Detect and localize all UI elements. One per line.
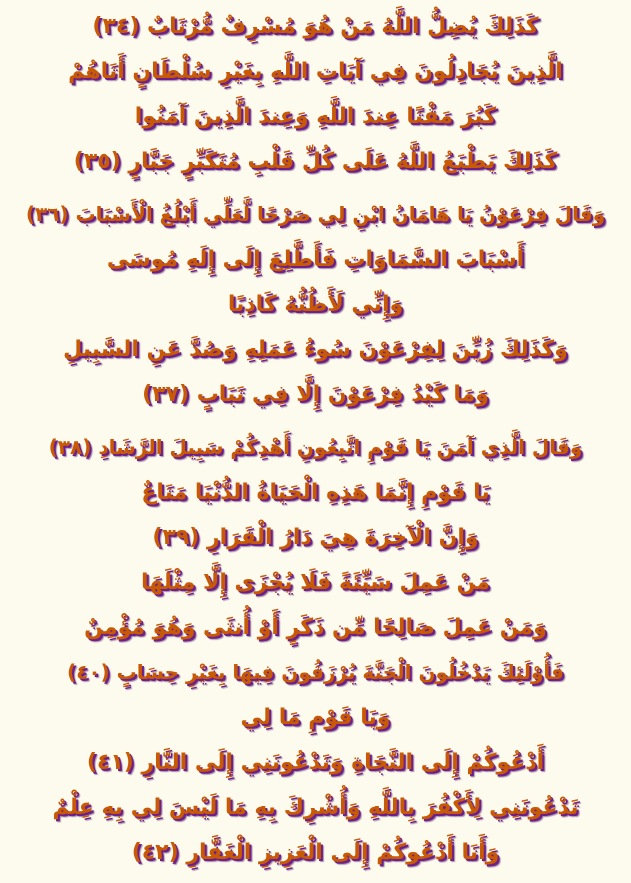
verse-line-5: وَقَالَ فِرْعَوْنُ يَا هَامَانُ ابْنِ لِي صَرْحًا لَّعَلِّي أَبْلُغُ الْأَسْبَابَ (٣٦) <box>25 202 606 226</box>
verse-line-16: وَيَا قَوْمِ مَا لِي <box>240 705 391 730</box>
verse-line-18: تَدْعُونَنِي لِأَكْفُرَ بِاللَّهِ وَأُشْرِكَ بِهِ مَا لَيْسَ لِي بِهِ عِلْمٌ <box>52 795 579 820</box>
verse-line-12: وَإِنَّ الْآخِرَةَ هِيَ دَارُ الْقَرَارِ (٣٩) <box>152 525 479 550</box>
verse-line-9: وَمَا كَيْدُ فِرْعَوْنَ إِلَّا فِي تَبَابٍ (٣٧) <box>142 382 489 407</box>
verse-line-17: أَدْعُوكُمْ إِلَى النَّجَاةِ وَتَدْعُونَنِي إِلَى النَّارِ (٤١) <box>86 750 545 775</box>
verse-line-19: وَأَنَا أَدْعُوكُمْ إِلَى الْعَزِيزِ الْغَفَّارِ (٤٢) <box>131 840 500 865</box>
verse-line-15: فَأُوْلَئِكَ يَدْخُلُونَ الْجَنَّةَ يُرْزَقُونَ فِيهَا بِغَيْرِ حِسَابٍ (٤٠) <box>66 660 565 684</box>
verse-line-10: وَقَالَ الَّذِي آمَنَ يَا قَوْمِ اتَّبِعُونِ أَهْدِكُمْ سَبِيلَ الرَّشَادِ (٣٨) <box>48 435 583 459</box>
verse-line-13: مَنْ عَمِلَ سَيِّئَةً فَلَا يُجْزَى إِلَّا مِثْلَهَا <box>140 570 491 595</box>
verse-line-11: يَا قَوْمِ إِنَّمَا هَذِهِ الْحَيَاةُ الدُّنْيَا مَتَاعٌ <box>141 480 490 505</box>
verse-line-1: كَذَلِكَ يُضِلُّ اللَّهُ مَنْ هُوَ مُسْرِفٌ مُّرْتَابٌ (٣٤) <box>92 14 539 39</box>
verse-line-4: كَذَلِكَ يَطْبَعُ اللَّهُ عَلَى كُلِّ قَلْبِ مُتَكَبِّرٍ جَبَّارٍ (٣٥) <box>73 149 558 174</box>
verse-line-14: وَمَنْ عَمِلَ صَالِحًا مِّن ذَكَرٍ أَوْ أُنثَى وَهُوَ مُؤْمِنٌ <box>84 615 547 640</box>
verse-line-2: الَّذِينَ يُجَادِلُونَ فِي آيَاتِ اللَّهِ بِغَيْرِ سُلْطَانٍ أَتَاهُمْ <box>68 59 563 84</box>
verse-line-6: أَسْبَابَ السَّمَاوَاتِ فَأَطَّلِعَ إِلَى إِلَهِ مُوسَى <box>106 247 525 272</box>
verse-line-7: وَإِنِّي لَأَظُنُّهُ كَاذِبًا <box>227 292 404 317</box>
verse-line-8: وَكَذَلِكَ زُيِّنَ لِفِرْعَوْنَ سُوءُ عَمَلِهِ وَصُدَّ عَنِ السَّبِيلِ <box>63 337 568 362</box>
verse-line-3: كَبُرَ مَقْتًا عِندَ اللَّهِ وَعِندَ الَّذِينَ آمَنُوا <box>134 104 497 129</box>
